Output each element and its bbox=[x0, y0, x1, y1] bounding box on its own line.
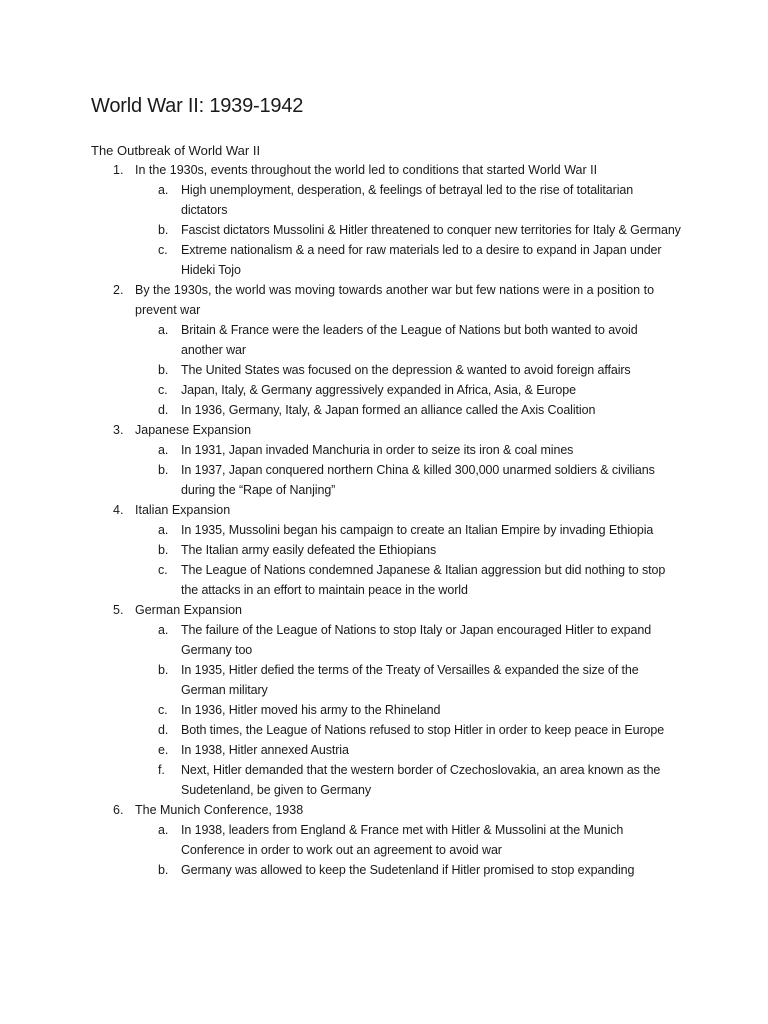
sub-item-letter: d. bbox=[158, 723, 169, 737]
sub-item-text: The United States was focused on the depression & wanted to avoid foreign affairs bbox=[181, 363, 631, 377]
sub-item bbox=[0, 460, 681, 500]
sub-list bbox=[0, 320, 768, 420]
sub-list bbox=[0, 180, 768, 280]
outline-item-text: Italian Expansion bbox=[135, 503, 231, 517]
sub-item-text: In 1936, Hitler moved his army to the Rhineland bbox=[181, 703, 441, 717]
outline-item-row bbox=[0, 600, 685, 620]
sub-item bbox=[0, 400, 681, 420]
section-heading: The Outbreak of World War II bbox=[91, 143, 261, 158]
outline-item bbox=[0, 600, 768, 800]
outline-item-text: The Munich Conference, 1938 bbox=[135, 803, 304, 817]
outline-item bbox=[0, 500, 768, 600]
outline-item-text: In the 1930s, events throughout the world led to conditions that started World War II bbox=[135, 163, 598, 177]
sub-item-text: In 1936, Germany, Italy, & Japan formed an alliance called the Axis Coalition bbox=[181, 403, 596, 417]
sub-item-text: In 1935, Mussolini began his campaign to create an Italian Empire by invading Ethiopia bbox=[181, 523, 654, 537]
outline-item-text: Japanese Expansion bbox=[135, 423, 252, 437]
sub-item-letter: a. bbox=[158, 183, 169, 197]
outline-item bbox=[0, 800, 768, 880]
sub-item-letter: b. bbox=[158, 463, 169, 477]
sub-item-text: Fascist dictators Mussolini & Hitler threatened to conquer new territories for Italy & Germany bbox=[181, 223, 681, 237]
outline-item-row bbox=[0, 800, 685, 820]
sub-item-text: In 1935, Hitler defied the terms of the Treaty of Versailles & expanded the size of the German military bbox=[181, 663, 639, 697]
sub-item bbox=[0, 860, 681, 880]
sub-item-letter: c. bbox=[158, 563, 168, 577]
sub-item-text: In 1937, Japan conquered northern China & killed 300,000 unarmed soldiers & civilians during the “Rape of Nanjing” bbox=[181, 463, 655, 497]
sub-item-letter: b. bbox=[158, 543, 169, 557]
sub-list bbox=[0, 440, 768, 500]
sub-item bbox=[0, 320, 681, 360]
sub-item-text: The failure of the League of Nations to stop Italy or Japan encouraged Hitler to expand Germany too bbox=[181, 623, 652, 657]
outline-item-text: By the 1930s, the world was moving towards another war but few nations were in a position to prevent war bbox=[135, 283, 655, 317]
sub-item-letter: d. bbox=[158, 403, 169, 417]
sub-item-letter: c. bbox=[158, 383, 168, 397]
outline-item-row bbox=[0, 420, 685, 440]
outline-item-number: 5. bbox=[113, 603, 124, 617]
sub-item bbox=[0, 360, 681, 380]
sub-item-text: In 1931, Japan invaded Manchuria in order to seize its iron & coal mines bbox=[181, 443, 574, 457]
sub-item-text: Extreme nationalism & a need for raw materials led to a desire to expand in Japan under Hideki Tojo bbox=[181, 243, 662, 277]
outline-item-row bbox=[0, 500, 685, 520]
sub-list bbox=[0, 520, 768, 600]
sub-item bbox=[0, 240, 681, 280]
sub-item-text: The League of Nations condemned Japanese & Italian aggression but did nothing to stop the attacks in an effort to maintain peace in the world bbox=[181, 563, 666, 597]
outline-item-text: German Expansion bbox=[135, 603, 243, 617]
sub-item-text: Both times, the League of Nations refused to stop Hitler in order to keep peace in Europe bbox=[181, 723, 665, 737]
outline-item-row bbox=[0, 280, 685, 320]
sub-item-letter: a. bbox=[158, 323, 169, 337]
sub-item bbox=[0, 560, 681, 600]
sub-item-letter: b. bbox=[158, 663, 169, 677]
sub-item bbox=[0, 380, 681, 400]
outline-item bbox=[0, 280, 768, 420]
sub-item bbox=[0, 220, 681, 240]
sub-item bbox=[0, 180, 681, 220]
outline-item bbox=[0, 160, 768, 280]
sub-item bbox=[0, 820, 681, 860]
sub-item-letter: f. bbox=[158, 763, 165, 777]
sub-item bbox=[0, 520, 681, 540]
sub-item-text: Britain & France were the leaders of the League of Nations but both wanted to avoid another war bbox=[181, 323, 638, 357]
outline-item-number: 3. bbox=[113, 423, 124, 437]
outline-item-number: 2. bbox=[113, 283, 124, 297]
sub-item bbox=[0, 740, 681, 760]
sub-item bbox=[0, 760, 681, 800]
outline-item-row bbox=[0, 160, 685, 180]
sub-item-text: The Italian army easily defeated the Ethiopians bbox=[181, 543, 437, 557]
outline-item-number: 1. bbox=[113, 163, 124, 177]
sub-list bbox=[0, 820, 768, 880]
sub-item bbox=[0, 620, 681, 660]
sub-item-text: Next, Hitler demanded that the western border of Czechoslovakia, an area known as the Sudetenland, be given to Germany bbox=[181, 763, 661, 797]
sub-item-letter: b. bbox=[158, 363, 169, 377]
sub-item-text: In 1938, leaders from England & France met with Hitler & Mussolini at the Munich Conference in order to work out an agreement to avoid war bbox=[181, 823, 624, 857]
sub-item-letter: a. bbox=[158, 443, 169, 457]
sub-item-letter: e. bbox=[158, 743, 169, 757]
sub-item bbox=[0, 660, 681, 700]
sub-item-letter: a. bbox=[158, 823, 169, 837]
sub-item bbox=[0, 540, 681, 560]
sub-item bbox=[0, 440, 681, 460]
outline-item-number: 6. bbox=[113, 803, 124, 817]
sub-item-letter: b. bbox=[158, 863, 169, 877]
sub-item-text: In 1938, Hitler annexed Austria bbox=[181, 743, 349, 757]
sub-item bbox=[0, 700, 681, 720]
sub-item-text: Germany was allowed to keep the Sudetenland if Hitler promised to stop expanding bbox=[181, 863, 635, 877]
outline-list bbox=[0, 160, 768, 880]
sub-item-text: Japan, Italy, & Germany aggressively expanded in Africa, Asia, & Europe bbox=[181, 383, 576, 397]
sub-item-letter: a. bbox=[158, 623, 169, 637]
document-title: World War II: 1939-1942 bbox=[91, 95, 304, 117]
outline-item bbox=[0, 420, 768, 500]
sub-item-letter: c. bbox=[158, 243, 168, 257]
outline-item-number: 4. bbox=[113, 503, 124, 517]
sub-item-letter: c. bbox=[158, 703, 168, 717]
sub-item bbox=[0, 720, 681, 740]
sub-item-letter: b. bbox=[158, 223, 169, 237]
sub-item-letter: a. bbox=[158, 523, 169, 537]
sub-list bbox=[0, 620, 768, 800]
sub-item-text: High unemployment, desperation, & feelings of betrayal led to the rise of totalitarian dictators bbox=[181, 183, 634, 217]
